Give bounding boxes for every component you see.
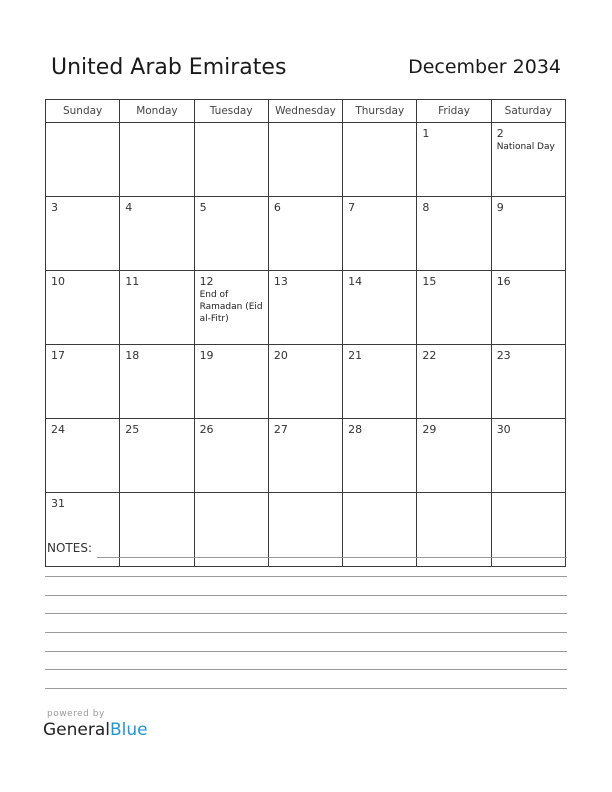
day-number: 10 xyxy=(51,275,65,288)
day-number: 12 xyxy=(199,275,214,288)
month-year-title: December 2034 xyxy=(408,56,561,78)
day-cell xyxy=(194,419,268,493)
day-cell xyxy=(46,345,120,419)
calendar-grid xyxy=(45,99,566,567)
day-number: 19 xyxy=(199,349,214,362)
day-number: 28 xyxy=(348,423,363,436)
day-cell xyxy=(120,345,194,419)
day-cell xyxy=(194,271,268,345)
notes-line xyxy=(97,557,567,558)
day-cell xyxy=(46,123,120,197)
week-row xyxy=(46,345,566,419)
weekday-saturday: Saturday xyxy=(491,100,565,123)
day-cell xyxy=(491,123,565,197)
country-title: United Arab Emirates xyxy=(51,55,287,80)
weekday-monday: Monday xyxy=(120,100,194,123)
day-cell xyxy=(46,271,120,345)
day-cell xyxy=(120,123,194,197)
day-number: 3 xyxy=(51,201,58,214)
day-number: 23 xyxy=(496,349,511,362)
notes-line xyxy=(45,651,567,652)
day-number: 16 xyxy=(496,275,511,288)
day-number: 5 xyxy=(199,201,207,214)
day-number: 18 xyxy=(125,349,140,362)
day-cell xyxy=(343,419,417,493)
day-cell xyxy=(343,345,417,419)
day-number: 20 xyxy=(273,349,288,362)
day-number: 29 xyxy=(422,423,437,436)
day-number: 2 xyxy=(496,127,504,140)
day-cell xyxy=(268,419,342,493)
week-row xyxy=(46,271,566,345)
week-row xyxy=(46,197,566,271)
day-number: 6 xyxy=(273,201,281,214)
day-number: 1 xyxy=(422,127,430,140)
week-row xyxy=(46,419,566,493)
day-cell xyxy=(268,123,342,197)
holiday-label: National Day xyxy=(496,142,555,152)
day-number: 31 xyxy=(51,497,65,510)
day-cell xyxy=(491,419,565,493)
day-cell xyxy=(343,197,417,271)
day-number: 25 xyxy=(125,423,140,436)
day-number: 11 xyxy=(125,275,140,288)
day-cell xyxy=(417,419,491,493)
day-cell xyxy=(46,197,120,271)
day-cell xyxy=(491,345,565,419)
notes-line xyxy=(45,632,567,633)
day-cell xyxy=(417,271,491,345)
day-cell xyxy=(194,493,268,567)
day-number: 17 xyxy=(51,349,65,362)
day-cell xyxy=(491,197,565,271)
day-number: 30 xyxy=(496,423,511,436)
day-cell xyxy=(194,345,268,419)
day-cell xyxy=(194,197,268,271)
day-cell xyxy=(46,493,120,567)
generalblue-logo xyxy=(43,720,148,740)
day-number: 22 xyxy=(422,349,437,362)
day-cell xyxy=(46,419,120,493)
holiday-label: End of Ramadan (Eid al-Fitr) xyxy=(199,290,263,324)
day-number: 21 xyxy=(348,349,363,362)
day-cell xyxy=(120,271,194,345)
day-cell xyxy=(343,271,417,345)
powered-by-text: powered by xyxy=(47,709,105,719)
day-number: 27 xyxy=(273,423,288,436)
weekday-friday: Friday xyxy=(417,100,491,123)
weekday-thursday: Thursday xyxy=(343,100,417,123)
day-cell xyxy=(343,493,417,567)
notes-line xyxy=(45,595,567,596)
day-number: 7 xyxy=(348,201,356,214)
day-cell xyxy=(417,123,491,197)
weekday-header-row xyxy=(46,100,566,123)
day-cell xyxy=(194,123,268,197)
day-number: 15 xyxy=(422,275,437,288)
week-row xyxy=(46,123,566,197)
day-cell xyxy=(120,197,194,271)
day-number: 8 xyxy=(422,201,430,214)
day-cell xyxy=(491,271,565,345)
day-number: 26 xyxy=(199,423,214,436)
day-number: 9 xyxy=(496,201,504,214)
day-cell xyxy=(120,419,194,493)
day-cell xyxy=(120,493,194,567)
day-cell xyxy=(417,197,491,271)
brand-general: General xyxy=(43,720,110,740)
day-number: 14 xyxy=(348,275,363,288)
weekday-wednesday: Wednesday xyxy=(268,100,342,123)
calendar-weeks xyxy=(46,123,566,567)
brand-blue: Blue xyxy=(110,720,148,740)
notes-line xyxy=(45,688,567,689)
week-row xyxy=(46,493,566,567)
notes-line xyxy=(45,669,567,670)
day-cell xyxy=(268,493,342,567)
day-number: 24 xyxy=(51,423,65,436)
weekday-sunday: Sunday xyxy=(46,100,120,123)
day-cell xyxy=(268,197,342,271)
day-cell xyxy=(343,123,417,197)
day-number: 4 xyxy=(125,201,133,214)
notes-line xyxy=(45,576,567,577)
day-cell xyxy=(268,345,342,419)
notes-line xyxy=(45,613,567,614)
day-cell xyxy=(417,493,491,567)
day-cell xyxy=(491,493,565,567)
notes-label: NOTES: xyxy=(47,541,92,555)
day-number: 13 xyxy=(273,275,288,288)
day-cell xyxy=(417,345,491,419)
day-cell xyxy=(268,271,342,345)
weekday-tuesday: Tuesday xyxy=(194,100,268,123)
